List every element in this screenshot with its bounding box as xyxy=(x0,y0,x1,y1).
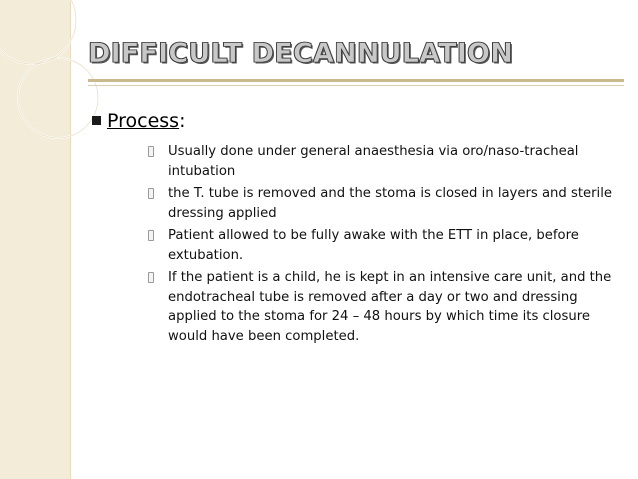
list-item-text: Usually done under general anaesthesia via oro/naso-tracheal intubation xyxy=(168,144,579,179)
sub-bullet-icon xyxy=(148,272,154,283)
title-divider xyxy=(88,79,624,82)
sub-bullet-list xyxy=(148,142,626,349)
square-bullet-icon xyxy=(92,116,101,125)
process-label: Process xyxy=(107,110,180,132)
list-item xyxy=(148,184,626,223)
list-item xyxy=(148,268,626,346)
list-item-text: If the patient is a child, he is kept in an intensive care unit, and the endotracheal tube is removed after a day or two and dressing applied to the stoma for 24 – 48 hours by which time its closure would have been completed. xyxy=(168,270,612,344)
level1-bullet xyxy=(92,110,185,132)
slide-title: DIFFICULT DECANNULATION xyxy=(88,38,513,69)
process-colon: : xyxy=(179,110,186,132)
list-item xyxy=(148,226,626,265)
sub-bullet-icon xyxy=(148,188,154,199)
sub-bullet-icon xyxy=(148,146,154,157)
list-item-text: Patient allowed to be fully awake with the ETT in place, before extubation. xyxy=(168,228,579,263)
list-item xyxy=(148,142,626,181)
list-item-text: the T. tube is removed and the stoma is closed in layers and sterile dressing applied xyxy=(168,186,612,221)
title-divider-thin xyxy=(88,85,624,86)
sub-bullet-icon xyxy=(148,230,154,241)
